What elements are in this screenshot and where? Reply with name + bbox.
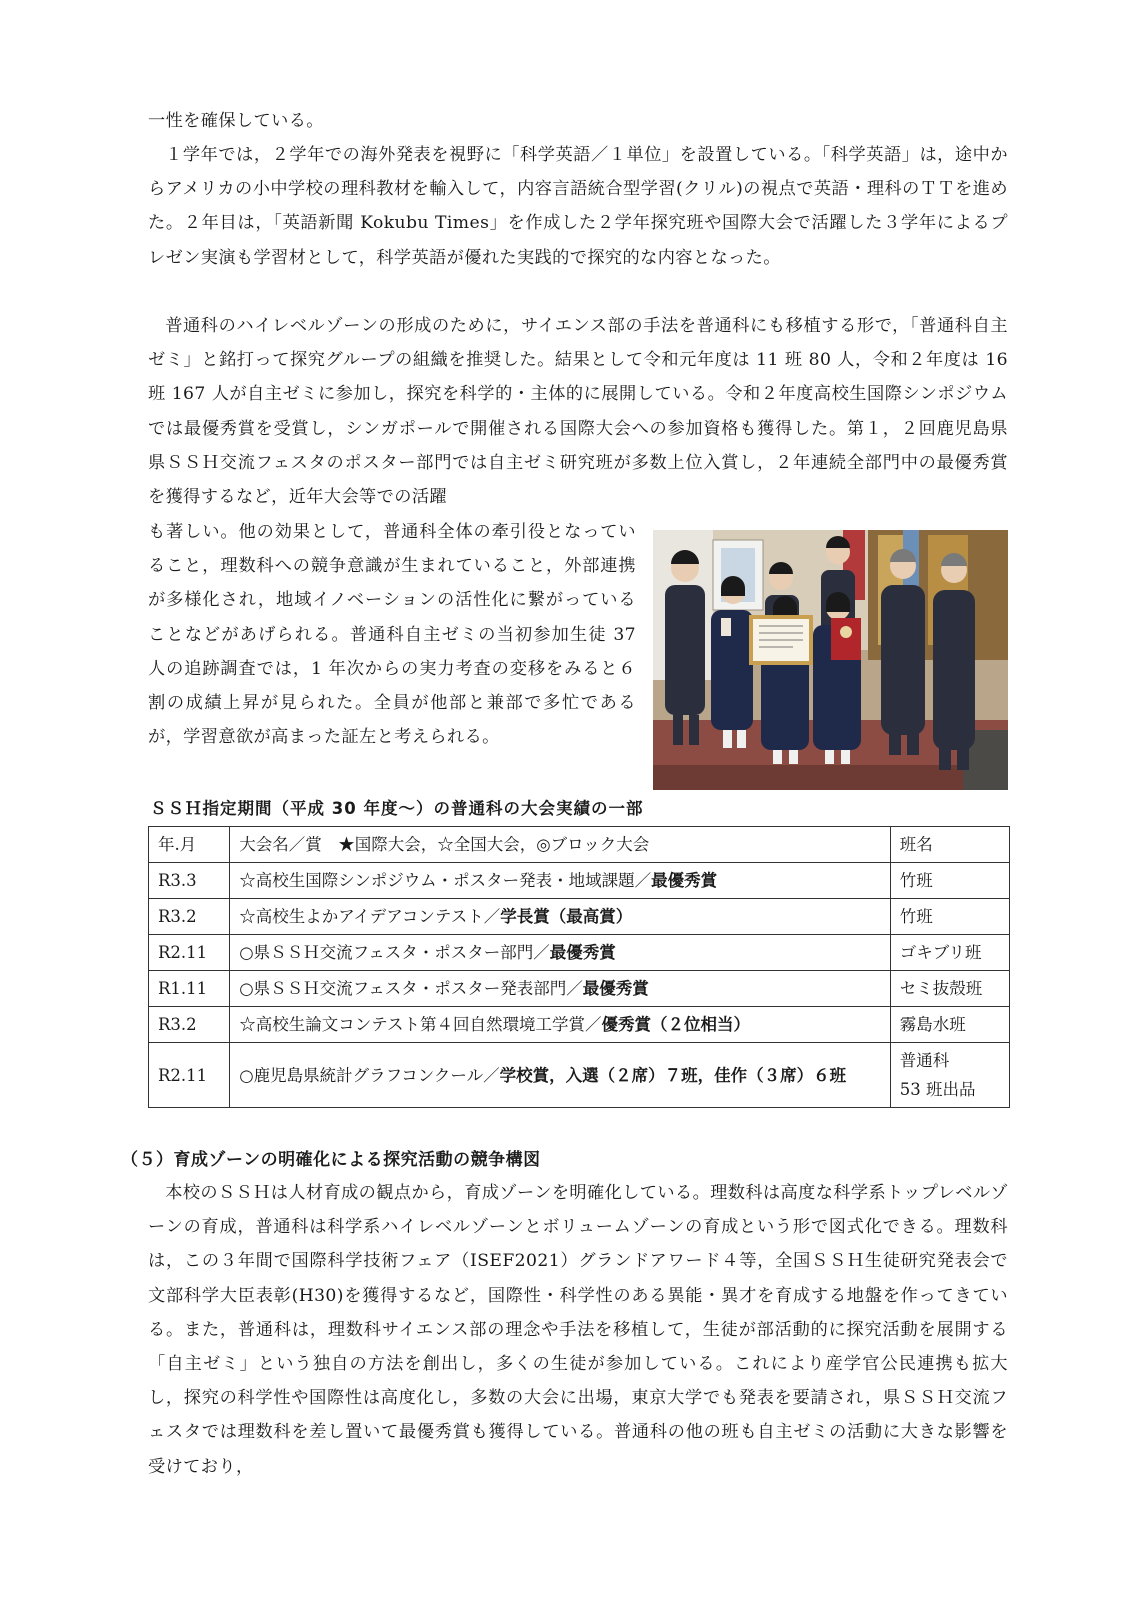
header-event: 大会名／賞 ★国際大会，☆全国大会，◎ブロック大会 <box>230 827 891 863</box>
table-row <box>149 863 1010 899</box>
row-date: R2.11 <box>149 935 230 971</box>
table-header-row <box>149 827 1010 863</box>
section-5-heading: （５）育成ゾーンの明確化による探究活動の競争構図 <box>121 1150 541 1170</box>
row-team <box>890 1043 1009 1108</box>
award-name: 学長賞（最高賞） <box>500 907 633 926</box>
row-date: R1.11 <box>149 971 230 1007</box>
table-row <box>149 899 1010 935</box>
row-event <box>230 1007 891 1043</box>
header-team: 班名 <box>890 827 1009 863</box>
event-name: ☆高校生よかアイデアコンテスト／ <box>239 907 501 926</box>
row-event <box>230 971 891 1007</box>
header-date: 年.月 <box>149 827 230 863</box>
paragraph-jishu-zemi-effects: も著しい。他の効果として，普通科全体の牽引役となっていること，理数科への競争意識が生まれていること，外部連携が多様化され，地域イノベーションの活性化に繋がっていることなどがあげられる。普通科自主ゼミの当初参加生徒 37 人の追跡調査では，1 年次からの実力考査の変移をみると６割の成績上昇が見られた。全員が他部と兼部で多忙であるが，学習意欲が高まった証左と考えられる。 <box>148 522 636 748</box>
row-team: 竹班 <box>890 899 1009 935</box>
row-team: セミ抜殻班 <box>890 971 1009 1007</box>
paragraph-jishu-zemi: 普通科のハイレベルゾーンの形成のために，サイエンス部の手法を普通科にも移植する形で，「普通科自主ゼミ」と銘打って探究グループの組織を推奨した。結果として令和元年度は 11 班 80 人，令和２年度は 16 班 167 人が自主ゼミに参加し，探究を科学的・主体的に展開している。令和２年度高校生国際シンポジウムでは最優秀賞を受賞し，シンガポールで開催される国際大会への参加資格も獲得した。第１，２回鹿児島県県ＳＳＨ交流フェスタのポスター部門では自主ゼミ研究班が多数上位入賞し，２年連続全部門中の最優秀賞を獲得するなど，近年大会等での活躍 <box>148 316 1008 508</box>
paragraph-science-english: １学年では，２学年での海外発表を視野に「科学英語／１単位」を設置している。「科学英語」は，途中からアメリカの小中学校の理科教材を輸入して，内容言語統合型学習(クリル)の視点で英語・理科のＴＴを進めた。２年目は，「英語新聞 Kokubu Times」を作成した２学年探究班や国際大会で活躍した３学年によるプレゼン実演も学習材として，科学英語が優れた実践的で探究的な内容となった。 <box>148 145 1008 268</box>
table-caption: ＳＳＨ指定期間（平成 30 年度～）の普通科の大会実績の一部 <box>150 799 644 818</box>
award-name: 最優秀賞 <box>651 871 718 890</box>
award-name: 最優秀賞 <box>582 979 649 998</box>
row-team: 霧島水班 <box>890 1007 1009 1043</box>
award-name: 最優秀賞 <box>549 943 616 962</box>
award-name: 学校賞，入選（２席）７班，佳作（３席）６班 <box>499 1065 847 1085</box>
table-row <box>149 1043 1010 1108</box>
award-ceremony-photo <box>653 530 1008 790</box>
row-date: R3.2 <box>149 899 230 935</box>
competition-results-table <box>148 826 1010 1108</box>
table-row <box>149 1007 1010 1043</box>
paragraph-zone-structure: 本校のＳＳＨは人材育成の観点から，育成ゾーンを明確化している。理数科は高度な科学系トップレベルゾーンの育成，普通科は科学系ハイレベルゾーンとボリュームゾーンの育成という形で図式化できる。理数科は，この３年間で国際科学技術フェア（ISEF2021）グランドアワード４等，全国ＳＳＨ生徒研究発表会で文部科学大臣表彰(H30)を獲得するなど，国際性・科学性のある異能・異才を育成する地盤を作ってきている。また，普通科は，理数科サイエンス部の理念や手法を移植して，生徒が部活動的に探究活動を展開する「自主ゼミ」という独自の方法を創出し，多くの生徒が参加している。これにより産学官公民連携も拡大し，探究の科学性や国際性は高度化し，多数の大会に出場，東京大学でも発表を要請され，県ＳＳＨ交流フェスタでは理数科を差し置いて最優秀賞も獲得している。普通科の他の班も自主ゼミの活動に大きな影響を受けており， <box>148 1183 1008 1477</box>
row-team: ゴキブリ班 <box>890 935 1009 971</box>
team-note: 53 班出品 <box>899 1080 976 1099</box>
event-name: ○鹿児島県統計グラフコンクール／ <box>239 1065 500 1085</box>
row-event <box>230 899 891 935</box>
row-date: R2.11 <box>149 1043 230 1108</box>
row-event <box>230 863 891 899</box>
row-team: 竹班 <box>890 863 1009 899</box>
row-event <box>230 935 891 971</box>
event-name: ○県ＳＳＨ交流フェスタ・ポスター発表部門／ <box>239 979 583 998</box>
event-name: ☆高校生論文コンテスト第４回自然環境工学賞／ <box>239 1015 602 1034</box>
paragraph-continuation: 一性を確保している。 <box>148 111 324 131</box>
table-row <box>149 971 1010 1007</box>
team-name: 普通科 <box>899 1051 950 1070</box>
table-row <box>149 935 1010 971</box>
row-event <box>230 1043 891 1108</box>
award-name: 優秀賞（２位相当） <box>601 1015 751 1034</box>
event-name: ☆高校生国際シンポジウム・ポスター発表・地域課題／ <box>239 871 652 890</box>
row-date: R3.3 <box>149 863 230 899</box>
event-name: ○県ＳＳＨ交流フェスタ・ポスター部門／ <box>239 943 550 962</box>
row-date: R3.2 <box>149 1007 230 1043</box>
